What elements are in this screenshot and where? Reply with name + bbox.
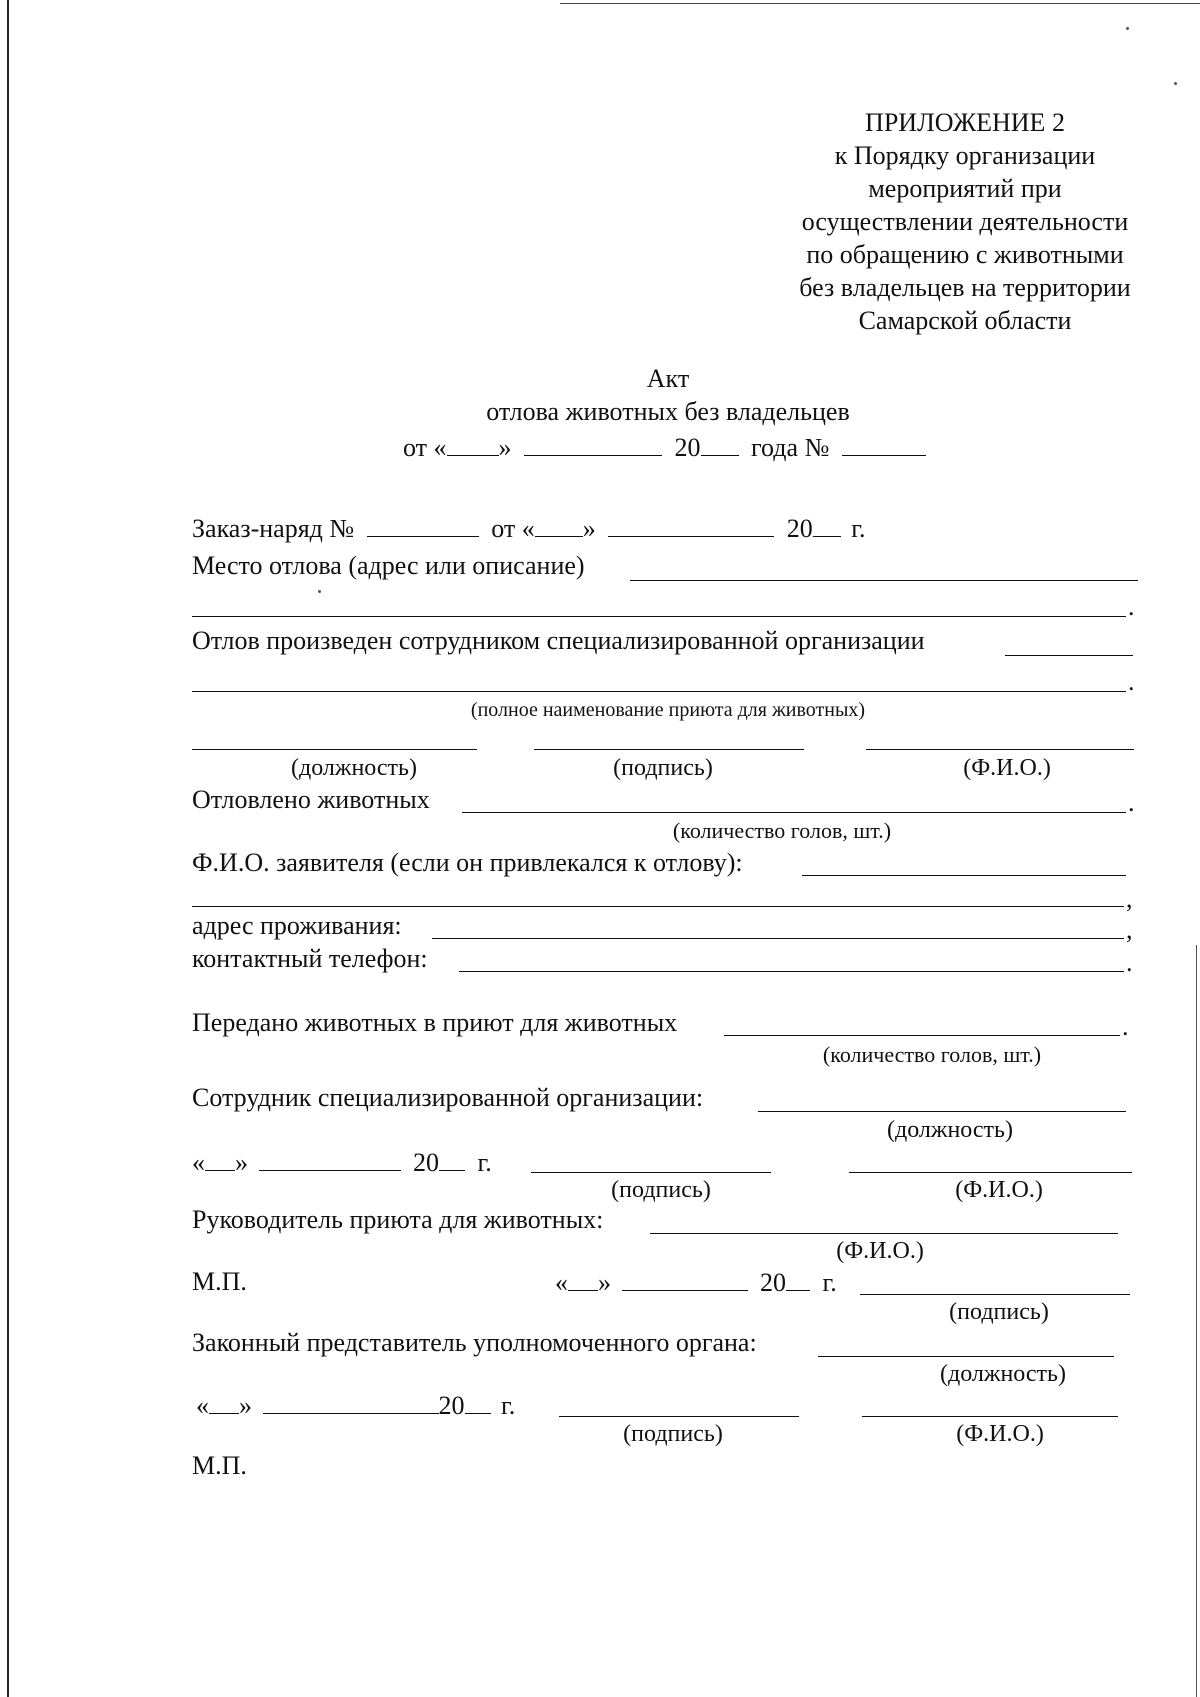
stamp-place-1: М.П. [192, 1267, 247, 1296]
signature-blank[interactable] [534, 749, 804, 750]
act-number-blank[interactable] [842, 433, 926, 456]
position-caption: (должность) [291, 755, 417, 781]
shelter-head-fio-blank[interactable] [650, 1233, 1118, 1234]
signature-caption: (подпись) [613, 755, 713, 781]
shelter-head-signature-caption: (подпись) [949, 1299, 1049, 1325]
day-blank[interactable] [205, 1148, 235, 1171]
caught-count-label: Отловлено животных [192, 785, 430, 814]
year-suffix: г. [822, 1268, 837, 1297]
date-open: « [192, 1148, 205, 1177]
year-suffix: г. [501, 1391, 516, 1420]
employee-label: Сотрудник специализированной организации: [192, 1083, 704, 1112]
applicant-blank-2[interactable] [192, 906, 1124, 907]
scan-left-edge [7, 0, 9, 1697]
representative-fio-caption: (Ф.И.О.) [956, 1421, 1044, 1447]
phone-blank[interactable] [459, 971, 1124, 972]
employee-signature-blank[interactable] [531, 1172, 771, 1173]
month-blank[interactable] [263, 1391, 439, 1414]
shelter-head-signature-blank[interactable] [860, 1294, 1130, 1295]
year-prefix: 20 [674, 433, 701, 462]
caught-count-caption: (количество голов, шт.) [672, 818, 892, 843]
stamp-place-2: М.П. [192, 1451, 247, 1480]
caught-by-label: Отлов произведен сотрудником специализированной организации [192, 626, 925, 655]
scan-top-edge [560, 3, 1200, 4]
phone-period: . [1126, 948, 1133, 977]
employee-fio-blank[interactable] [849, 1172, 1132, 1173]
employee-fio-caption: (Ф.И.О.) [955, 1177, 1043, 1203]
order-line [192, 514, 866, 544]
representative-position-blank[interactable] [818, 1356, 1114, 1357]
fio-blank[interactable] [866, 749, 1134, 750]
appendix-line: осуществлении деятельности [801, 207, 1129, 236]
appendix-line: мероприятий при [868, 174, 1062, 203]
phone-label: контактный телефон: [192, 944, 428, 973]
address-label: адрес проживания: [192, 911, 402, 940]
place-label: Место отлова (адрес или описание) [192, 551, 585, 580]
order-day-blank[interactable] [535, 514, 583, 537]
order-year-prefix: 20 [786, 514, 813, 543]
place-blank[interactable] [630, 580, 1138, 581]
applicant-blank[interactable] [802, 875, 1126, 876]
scan-right-edge [1196, 945, 1197, 1697]
shelter-head-label: Руководитель приюта для животных: [192, 1205, 604, 1234]
year-blank[interactable] [786, 1268, 810, 1291]
scan-speck [1174, 82, 1177, 85]
employee-signature-caption: (подпись) [611, 1177, 711, 1203]
transferred-blank[interactable] [724, 1035, 1120, 1036]
order-date-close: » [582, 514, 596, 543]
caught-count-blank[interactable] [462, 812, 1126, 813]
transferred-period: . [1122, 1012, 1129, 1041]
employee-position-blank[interactable] [758, 1111, 1126, 1112]
quote-open: от « [403, 433, 447, 462]
shelter-name-caption: (полное наименование приюта для животных) [470, 699, 866, 721]
year-prefix: 20 [413, 1148, 439, 1177]
representative-label: Законный представитель уполномоченного органа: [192, 1328, 757, 1357]
year-suffix: г. [477, 1148, 492, 1177]
date-close: » [235, 1148, 248, 1177]
shelter-head-date [555, 1268, 837, 1298]
day-blank[interactable] [209, 1391, 239, 1414]
date-open: « [555, 1268, 568, 1297]
year-blank[interactable] [701, 433, 739, 456]
appendix-line: Самарской области [858, 306, 1072, 335]
act-date-line [403, 433, 926, 463]
month-blank[interactable] [622, 1268, 748, 1291]
appendix-line: без владельцев на территории [799, 273, 1131, 302]
employee-date [192, 1148, 492, 1178]
month-blank[interactable] [524, 433, 662, 456]
scan-speck [318, 590, 321, 593]
order-date-open: от « [491, 514, 535, 543]
order-number-blank[interactable] [367, 514, 479, 537]
applicant-comma: , [1126, 884, 1133, 913]
act-title: Акт [646, 364, 690, 393]
date-close: » [239, 1391, 252, 1420]
appendix-title: ПРИЛОЖЕНИЕ 2 [865, 108, 1065, 137]
transferred-count-caption: (количество голов, шт.) [822, 1042, 1042, 1067]
scan-speck [1126, 27, 1129, 30]
year-blank[interactable] [439, 1148, 465, 1171]
caught-by-blank[interactable] [1005, 655, 1133, 656]
year-prefix: 20 [760, 1268, 786, 1297]
representative-position-caption: (должность) [940, 1361, 1066, 1387]
date-open: « [196, 1391, 209, 1420]
day-blank[interactable] [447, 433, 499, 456]
caught-count-period: . [1128, 788, 1135, 817]
day-blank[interactable] [568, 1268, 598, 1291]
employee-position-caption: (должность) [887, 1117, 1013, 1143]
year-blank[interactable] [465, 1391, 491, 1414]
order-month-blank[interactable] [608, 514, 774, 537]
applicant-label: Ф.И.О. заявителя (если он привлекался к отлову): [192, 848, 743, 877]
address-comma: , [1126, 915, 1133, 944]
appendix-line: по обращению с животными [806, 240, 1124, 269]
transferred-label: Передано животных в приют для животных [192, 1008, 678, 1037]
shelter-head-fio-caption: (Ф.И.О.) [836, 1238, 924, 1264]
act-number-label: года № [751, 433, 830, 462]
place-period: . [1128, 592, 1135, 621]
address-blank[interactable] [432, 938, 1124, 939]
quote-close: » [498, 433, 512, 462]
order-year-suffix: г. [851, 514, 866, 543]
act-subtitle: отлова животных без владельцев [486, 397, 850, 426]
representative-signature-caption: (подпись) [623, 1421, 723, 1447]
position-blank[interactable] [192, 749, 477, 750]
appendix-line: к Порядку организации [834, 141, 1096, 170]
month-blank[interactable] [259, 1148, 401, 1171]
year-prefix: 20 [438, 1391, 465, 1420]
order-label: Заказ-наряд № [192, 514, 355, 543]
representative-fio-blank[interactable] [862, 1416, 1118, 1417]
fio-caption: (Ф.И.О.) [963, 755, 1051, 781]
order-year-blank[interactable] [813, 514, 841, 537]
shelter-name-period: . [1128, 667, 1135, 696]
representative-signature-blank[interactable] [559, 1416, 799, 1417]
representative-date [196, 1391, 515, 1421]
shelter-name-blank[interactable] [192, 691, 1126, 692]
date-close: » [598, 1268, 611, 1297]
place-blank-2[interactable] [192, 616, 1126, 617]
